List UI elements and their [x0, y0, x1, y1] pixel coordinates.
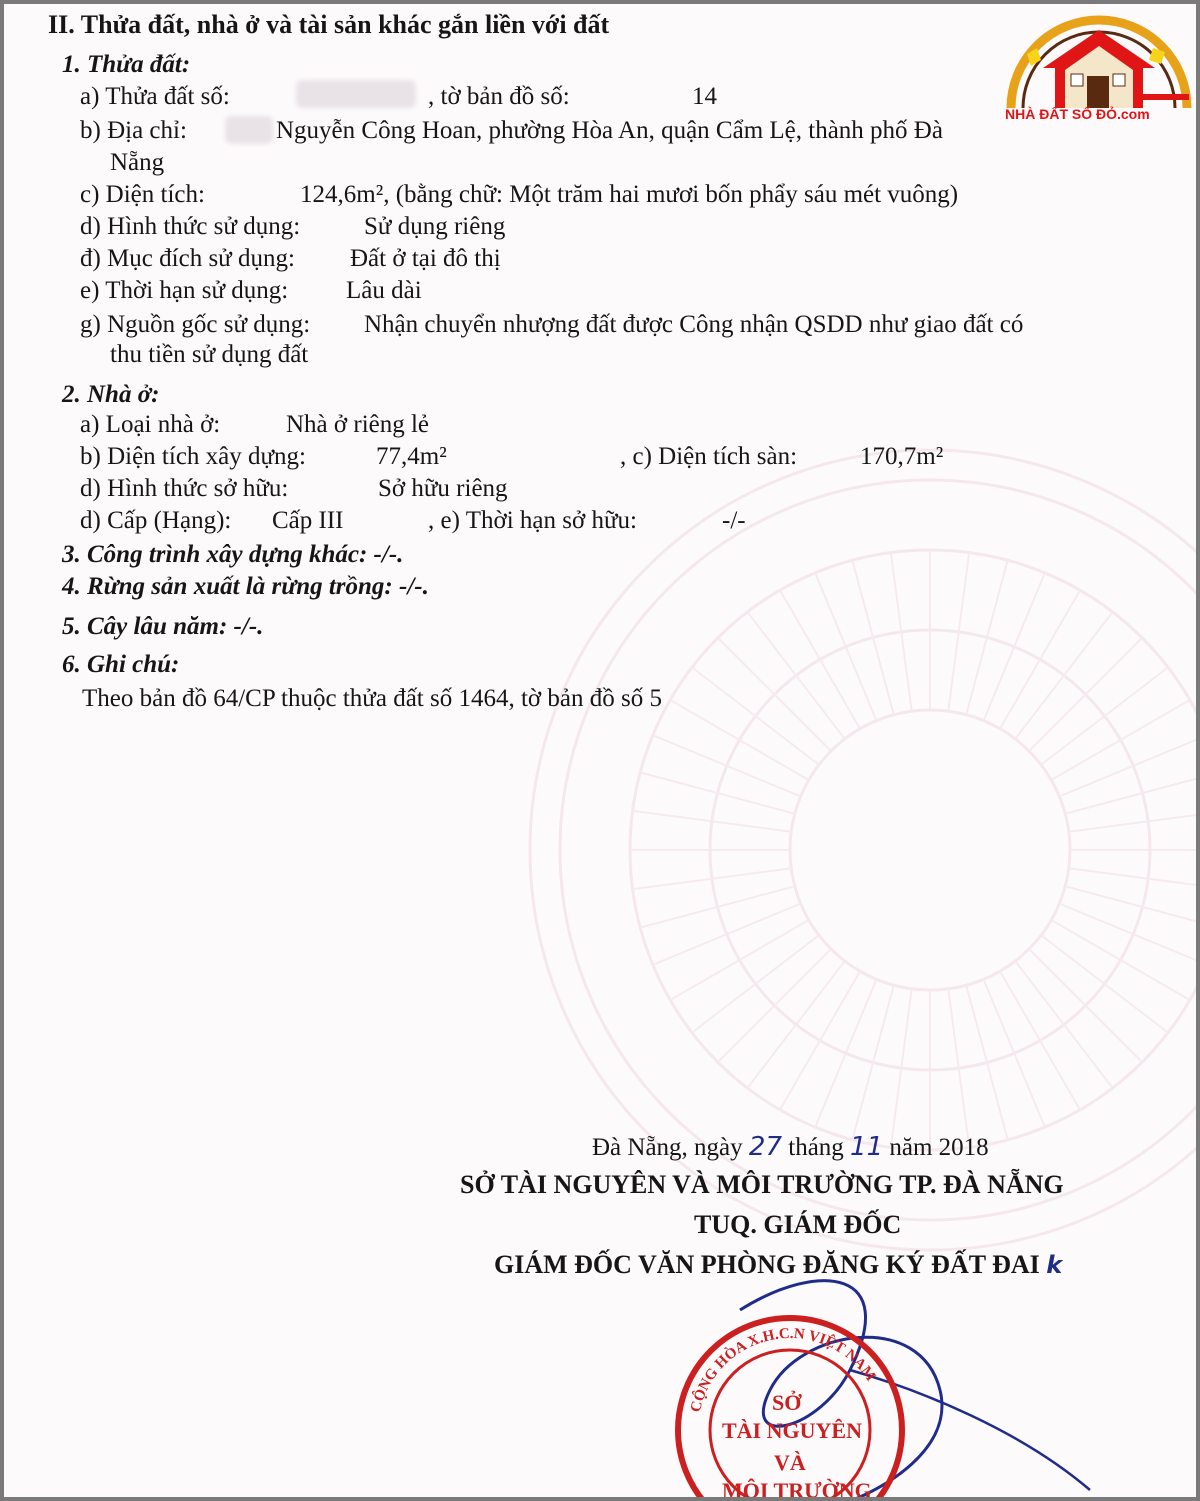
own-term-value: -/- — [722, 507, 746, 534]
origin-value-line1: Nhận chuyển nhượng đất được Công nhận QSDD như giao đất có — [364, 311, 1024, 338]
seal-line-1: SỞ — [772, 1390, 802, 1415]
area-value: 124,6m², (bằng chữ: Một trăm hai mươi bốn phẩy sáu mét vuông) — [300, 181, 959, 208]
use-form-value: Sử dụng riêng — [364, 213, 506, 240]
redacted-house-number — [225, 116, 273, 144]
section-title: II. Thửa đất, nhà ở và tài sản khác gắn liền với đất — [48, 10, 610, 39]
purpose-label: đ) Mục đích sử dụng: — [80, 245, 295, 272]
parcel-label: a) Thửa đất số: — [80, 83, 230, 110]
seal-line-4: MÔI TRƯỜNG — [722, 1478, 872, 1501]
watermark-ray — [1029, 638, 1142, 751]
watermark-ray — [984, 573, 1045, 721]
watermark-ray — [718, 949, 831, 1062]
house-type-value: Nhà ở riêng lẻ — [286, 411, 430, 438]
map-sheet-value: 14 — [692, 83, 717, 110]
seal-line-2: TÀI NGUYÊN — [722, 1418, 862, 1443]
map-sheet-label: , tờ bản đồ số: — [428, 83, 570, 110]
watermark-ray — [1065, 886, 1200, 927]
house-type-label: a) Loại nhà ở: — [80, 411, 221, 438]
seal-ring-text: CỘNG HÒA X.H.C.N VIỆT NAM — [687, 1325, 879, 1414]
planted-forest-item: 4. Rừng sản xuất là rừng trồng: -/-. — [62, 573, 429, 600]
term-value: Lâu dài — [346, 277, 422, 304]
watermark-ray — [653, 735, 801, 796]
watermark-ray — [852, 985, 893, 1140]
watermark-ray — [1069, 811, 1200, 832]
tuq-director: TUQ. GIÁM ĐỐC — [694, 1210, 902, 1239]
date-month: 11 — [850, 1132, 884, 1162]
ownership-value: Sở hữu riêng — [378, 475, 508, 502]
house-heading: 2. Nhà ở: — [62, 381, 160, 408]
land-heading: 1. Thửa đất: — [62, 51, 191, 78]
other-structures-item: 3. Công trình xây dựng khác: -/-. — [62, 541, 404, 568]
watermark-ray — [640, 772, 795, 813]
date-day: 27 — [748, 1132, 782, 1162]
issuing-authority: SỞ TÀI NGUYÊN VÀ MÔI TRƯỜNG TP. ĐÀ NẴNG — [460, 1170, 1064, 1199]
floor-area-value: 170,7m² — [860, 443, 944, 470]
origin-value-line2: thu tiền sử dụng đất — [110, 341, 309, 368]
watermark-ray — [815, 979, 876, 1127]
watermark-ray — [984, 979, 1045, 1127]
use-form-label: d) Hình thức sử dụng: — [80, 213, 301, 240]
grade-label: d) Cấp (Hạng): — [80, 507, 232, 534]
built-area-label: b) Diện tích xây dựng: — [80, 443, 307, 470]
signature-initials: k — [1046, 1251, 1063, 1279]
notes-heading: 6. Ghi chú: — [62, 651, 180, 678]
logo-brand-text: NHÀ ĐẤT SỔ ĐỎ.com — [1005, 106, 1150, 122]
purpose-value: Đất ở tại đô thị — [350, 245, 501, 272]
watermark-ray — [1065, 772, 1200, 813]
watermark-ray — [852, 560, 893, 715]
date-prefix: Đà Nẵng, ngày — [592, 1134, 743, 1161]
watermark-ray — [1029, 949, 1142, 1062]
term-label: e) Thời hạn sử dụng: — [80, 277, 289, 304]
watermark-ray — [653, 904, 801, 965]
own-term-label: , e) Thời hạn sở hữu: — [428, 507, 637, 534]
issue-date — [592, 1132, 989, 1163]
watermark-ray — [1059, 904, 1200, 965]
watermark-ray — [1069, 868, 1200, 889]
address-label: b) Địa chỉ: — [80, 117, 187, 144]
perennial-trees-item: 5. Cây lâu năm: -/-. — [62, 613, 264, 640]
grade-value: Cấp III — [272, 507, 344, 534]
watermark-ray — [966, 985, 1007, 1140]
watermark-ray — [966, 560, 1007, 715]
date-year: năm 2018 — [889, 1134, 989, 1161]
ownership-label: d) Hình thức sở hữu: — [80, 475, 289, 502]
watermark-ray — [815, 573, 876, 721]
area-label: c) Diện tích: — [80, 181, 205, 208]
watermark-ray — [640, 886, 795, 927]
seal-line-3: VÀ — [774, 1450, 806, 1475]
office-director-title: GIÁM ĐỐC VĂN PHÒNG ĐĂNG KÝ ĐẤT ĐAI — [494, 1250, 1040, 1279]
address-value-line2: Nẵng — [110, 149, 165, 176]
address-value-line1: Nguyễn Công Hoan, phường Hòa An, quận Cẩm Lệ, thành phố Đà — [276, 117, 943, 144]
built-area-value: 77,4m² — [376, 443, 447, 470]
floor-area-label: , c) Diện tích sàn: — [620, 443, 798, 470]
watermark-ray — [1059, 735, 1200, 796]
origin-label: g) Nguồn gốc sử dụng: — [80, 311, 311, 338]
redacted-parcel-number — [296, 80, 416, 108]
date-month-label: tháng — [788, 1134, 844, 1161]
notes-text: Theo bản đồ 64/CP thuộc thửa đất số 1464, tờ bản đồ số 5 — [82, 685, 662, 712]
watermark-ray — [718, 638, 831, 751]
